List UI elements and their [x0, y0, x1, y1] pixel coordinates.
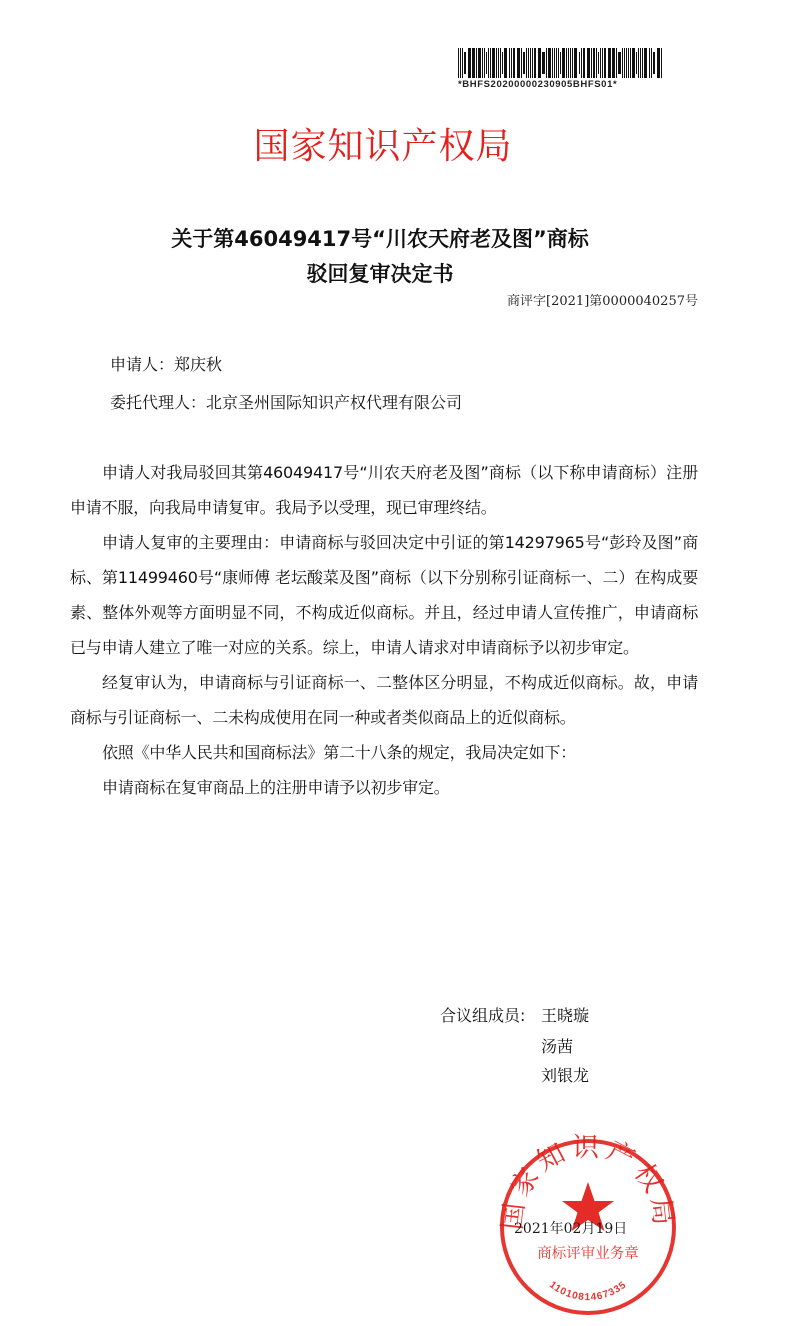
applicant-line: 申请人：郑庆秋: [110, 355, 223, 374]
document-title-line2: 驳回复审决定书: [306, 262, 454, 286]
panel-member-1: 王晓璇: [541, 1006, 590, 1025]
panel-member-2: 汤茜: [541, 1037, 574, 1056]
barcode-bars: [458, 48, 663, 78]
agency-title: 国家知识产权局: [253, 126, 513, 167]
panel-label: 合议组成员:: [440, 1006, 526, 1025]
document-number: 商评字[2021]第0000040257号: [507, 294, 698, 309]
agent-line: 委托代理人：北京圣州国际知识产权代理有限公司: [110, 393, 463, 412]
decision-body: [70, 455, 698, 805]
paragraph-background: 申请人对我局驳回其第46049417号“川农天府老及图”商标（以下称申请商标）注册申请不服，向我局申请复审。我局予以受理，现已审理终结。: [70, 463, 698, 517]
decision-date: 2021年02月19日: [514, 1221, 628, 1237]
paragraph-applicant-reasons: 申请人复审的主要理由：申请商标与驳回决定中引证的第14297965号“彭玲及图”商标、第11499460号“康师傅 老坛酸菜及图”商标（以下分别称引证商标一、二）在构成要素、整体外观等方面明显不同，不构成近似商标。并且，经过申请人宣传推广，申请商标已与申请人建立了唯一对应的关系。综上，申请人请求对申请商标予以初步审定。: [70, 533, 698, 657]
paragraph-legal-basis: 依照《中华人民共和国商标法》第二十八条的规定，我局决定如下：: [102, 743, 577, 762]
svg-text:1101081467335: 1101081467335: [547, 1279, 629, 1304]
svg-text:商标评审业务章: 商标评审业务章: [537, 1246, 639, 1262]
panel-member-3: 刘银龙: [541, 1066, 590, 1085]
paragraph-review-findings: 经复审认为，申请商标与引证商标一、二整体区分明显，不构成近似商标。故，申请商标与引证商标一、二未构成使用在同一种或者类似商品上的近似商标。: [70, 673, 698, 727]
document-title-line1: 关于第46049417号“川农天府老及图”商标: [171, 227, 589, 251]
barcode-code: *BHFS20200000230905BHFS01*: [458, 79, 618, 90]
paragraph-decision: 申请商标在复审商品上的注册申请予以初步审定。: [102, 778, 450, 797]
svg-text:国家知识产权局: 国家知识产权局: [496, 1132, 680, 1232]
barcode: [458, 48, 668, 90]
